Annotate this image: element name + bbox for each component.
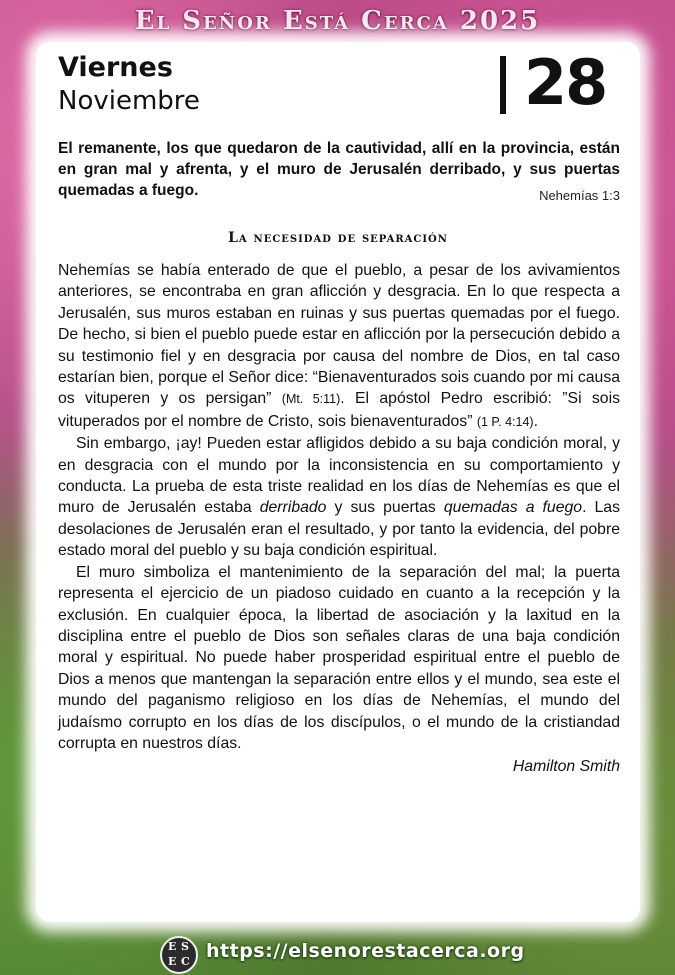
devotional-body bbox=[58, 260, 620, 778]
date-divider bbox=[500, 56, 506, 114]
month-name: Noviembre bbox=[58, 86, 200, 116]
verse-reference: Nehemías 1:3 bbox=[539, 188, 620, 203]
scripture-ref: (Mt. 5:11) bbox=[281, 392, 341, 407]
paragraph-text: . El apóstol Pedro escribió: ”Si sois vituperados por el nombre de Cristo, sois bienaventurados” bbox=[58, 390, 621, 430]
logo-letter: E bbox=[168, 955, 177, 968]
esec-logo-icon bbox=[160, 936, 198, 974]
section-heading: La necesidad de separación bbox=[228, 230, 448, 246]
brand-title: El Señor Está Cerca 2025 bbox=[134, 6, 541, 36]
paragraph-text: Sin embargo, ¡ay! Pueden estar afligidos debido a su baja condición moral, y en desgracia con el mundo por la inconsistencia en su comportamiento y conducta. La prueba de esta triste realidad en los días de Nehemías es que el muro de Jerusalén estaba bbox=[58, 435, 620, 517]
day-name: Viernes bbox=[58, 52, 173, 83]
devotional-card bbox=[36, 42, 640, 922]
paragraph-3: El muro simboliza el mantenimiento de la separación del mal; la puerta representa el ejercicio de un piadoso cuidado en cuanto a la recepción y la exclusión. En cualquier época, la libertad de asociación y la laxitud en la disciplina entre el pueblo de Dios son señales claras de una baja condición moral y espiritual. No puede haber prosperidad espiritual entre el pueblo de Dios a menos que mantengan la separación entre ellos y el mundo, sea este el mundo del paganismo religioso en los días de Nehemías, el mundo del judaísmo corrupto en los días de los discípulos, o el mundo de la cristiandad corrupta en nuestros días. bbox=[58, 563, 620, 752]
paragraph-text: . Las desolaciones de Jerusalén eran el resultado, y por tanto la evidencia, del pobre estado moral del pueblo y su baja condición espiritual. bbox=[58, 499, 620, 560]
paragraph-text: Nehemías se había enterado de que el pueblo, a pesar de los avivamientos anteriores, se encontraba en gran aflicción y desgracia. En lo que respecta a Jerusalén, sus muros estaban en ruinas y sus puertas quemadas por el fuego. De hecho, si bien el pueblo puede estar en aflicción por la persecución debido a su testimonio fiel y en desgracia por causa del nombre de Dios, en tal caso estarían bien, porque el Señor dice: “Bienaventurados sois cuando por mi causa os vituperen y os persigan” bbox=[58, 262, 621, 408]
paragraph-2 bbox=[58, 433, 620, 561]
paragraph-1 bbox=[58, 260, 620, 433]
day-number: 28 bbox=[524, 46, 607, 119]
author: Hamilton Smith bbox=[512, 758, 620, 776]
scripture-ref: (1 P. 4:14) bbox=[476, 414, 534, 429]
logo-letter: E bbox=[168, 940, 177, 953]
paragraph-text: y sus puertas bbox=[326, 499, 444, 517]
verse-text: El remanente, los que quedaron de la cautividad, allí en la provincia, están en gran mal y afrenta, y el muro de Jerusalén derribado, y sus puertas quemadas a fuego. bbox=[58, 140, 620, 199]
logo-letter: S bbox=[181, 940, 189, 953]
footer bbox=[0, 934, 675, 970]
logo-letter: C bbox=[181, 955, 190, 968]
paragraph-text: . bbox=[533, 412, 538, 430]
website-link[interactable]: https://elsenorestacerca.org bbox=[206, 940, 525, 962]
emphasis: quemadas a fuego bbox=[443, 499, 583, 517]
emphasis: derribado bbox=[259, 499, 327, 517]
